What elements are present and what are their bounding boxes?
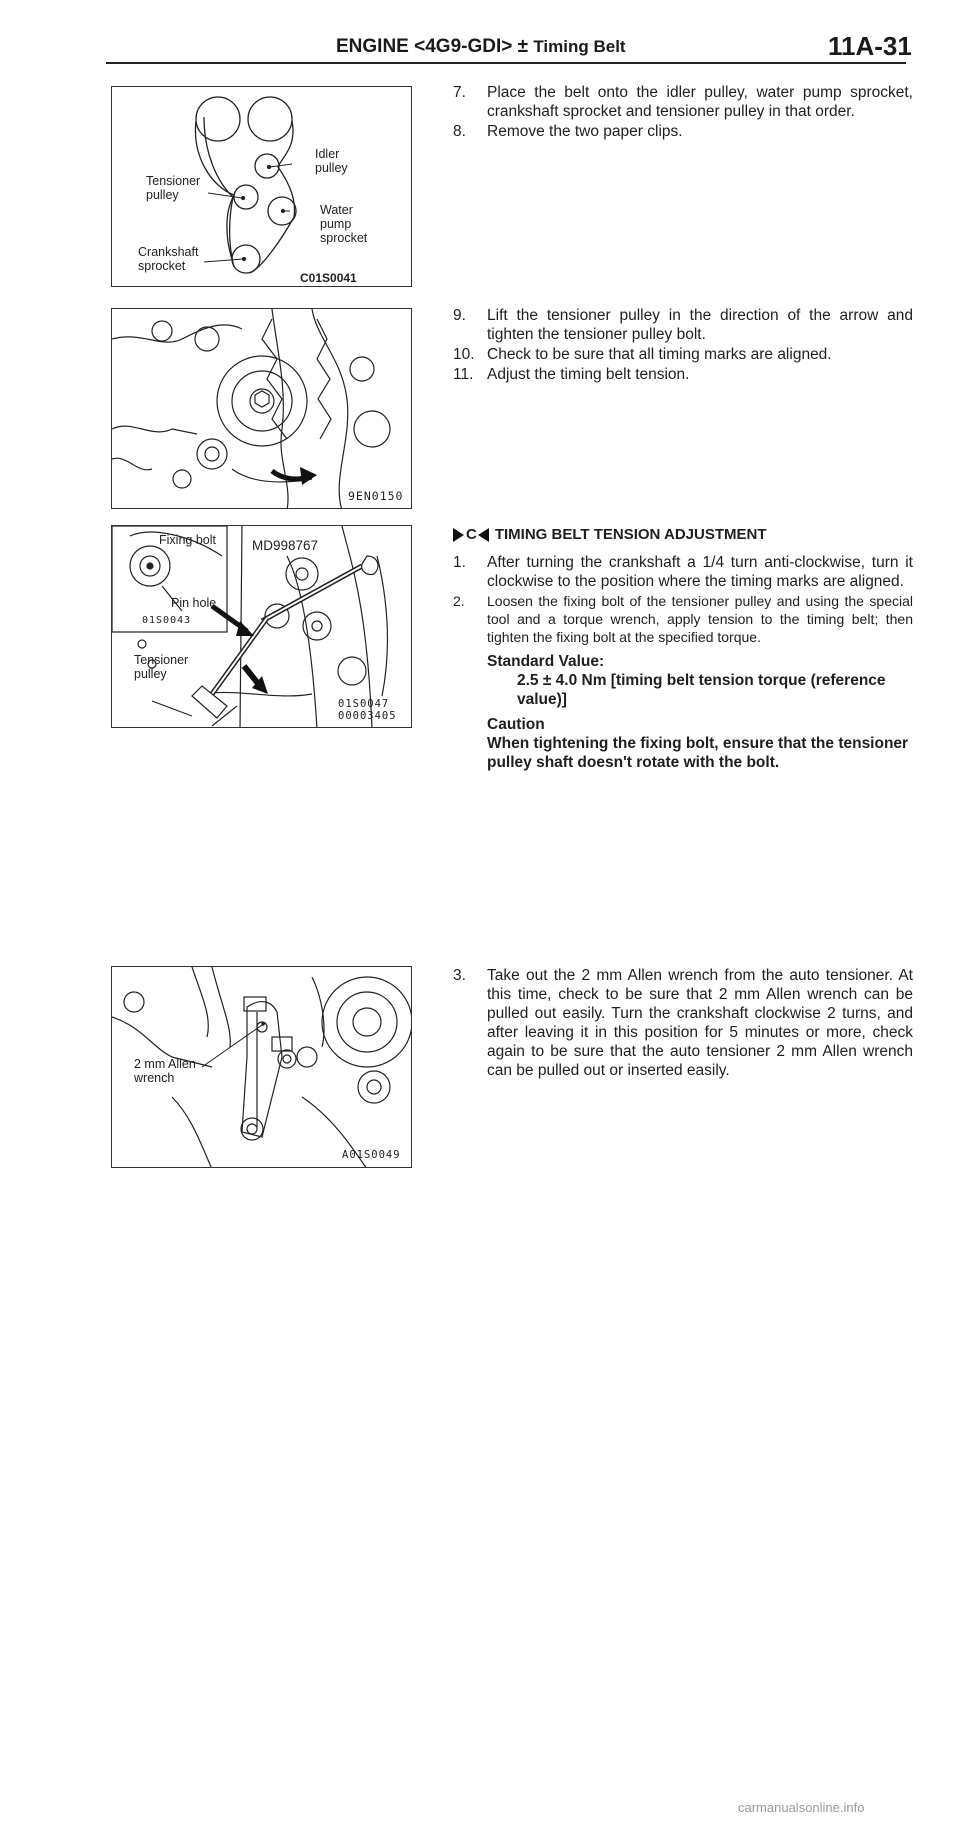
step-text: Loosen the fixing bolt of the tensioner pulley and using the special tool and a torque wrench, apply tension to the timing belt; then tighten the fixing bolt at the specified torque. [487,593,913,645]
step-7 [453,83,913,121]
label-pin-hole: Pin hole [171,596,217,610]
adjust-step-1 [453,553,913,591]
step-8 [453,122,913,141]
label-water-pump-sprocket: Water pump sprocket [320,203,368,245]
label-tensioner-pulley: Tensioner pulley [134,653,189,681]
marker-left-triangle-icon [478,528,489,542]
label-tensioner-pulley: Tensioner pulley [146,174,201,202]
section-heading [453,525,913,544]
standard-value-text: 2.5 ± 4.0 Nm [timing belt tension torque (reference value)] [517,672,886,708]
step-number: 9. [453,307,466,324]
step-number: 11. [453,366,474,383]
step-text: Take out the 2 mm Allen wrench from the auto tensioner. At this time, check to be sure that 2 mm Allen wrench can be pulled out easily. Turn the crankshaft clockwise 2 turns, and after leaving it in this position for 5 minutes or more, check again to be sure that the auto tensioner 2 mm Allen wrench can be pulled out or inserted easily. [487,967,913,1079]
standard-value [453,652,913,709]
section-tension-adjustment [453,525,913,772]
caution-text: When tightening the fixing bolt, ensure that the tensioner pulley shaft doesn't rotate with the bolt. [487,735,909,771]
watermark: carmanualsonline.info [738,1800,865,1815]
label-special-tool: MD998767 [252,538,319,553]
figure-tensioner-lift [111,308,412,509]
header-subtitle: Timing Belt [533,37,626,56]
figure-code: 9EN0150 [348,489,404,503]
inset-code: 01S0043 [142,615,192,626]
figure-code-2: 00003405 [338,710,397,722]
figure-code-1: 01S0047 [338,698,390,710]
step-text: Adjust the timing belt tension. [487,366,690,383]
step-number: 3. [453,967,466,984]
step-number: 1. [453,554,466,571]
header-rule [106,62,906,64]
step-text: After turning the crankshaft a 1/4 turn anti-clockwise, turn it clockwise to the position where the timing marks are aligned. [487,554,913,590]
section-marker: C [466,526,477,543]
page-header [0,0,960,62]
step-number: 8. [453,123,466,140]
figure-tension-adjustment [111,525,412,728]
header-title-main: ENGINE <4G9-GDI> ± [336,36,529,57]
adjust-step-2 [453,592,913,646]
figure-allen-wrench [111,966,412,1168]
step-text: Check to be sure that all timing marks are aligned. [487,346,832,363]
label-idler-pulley: Idler pulley [315,147,348,175]
step-11 [453,365,913,384]
standard-value-label: Standard Value: [487,653,605,670]
section-steps-7-8 [453,83,913,142]
tensioner-lift-drawing [112,309,412,509]
section-heading-text: TIMING BELT TENSION ADJUSTMENT [494,526,767,543]
label-fixing-bolt: Fixing bolt [159,533,216,547]
step-10 [453,345,913,364]
step-text: Lift the tensioner pulley in the direction of the arrow and tighten the tensioner pulley bolt. [487,307,913,343]
step-3 [453,966,913,1080]
figure-belt-routing [111,86,412,287]
step-number: 2. [453,593,465,609]
step-text: Place the belt onto the idler pulley, water pump sprocket, crankshaft sprocket and tensioner pulley in that order. [487,84,913,120]
step-text: Remove the two paper clips. [487,123,683,140]
marker-right-triangle-icon [453,528,464,542]
figure-code: A01S0049 [342,1149,401,1161]
section-step-3 [453,966,913,1081]
section-steps-9-11 [453,306,913,385]
step-number: 10. [453,346,475,363]
caution-block [453,715,913,772]
step-number: 7. [453,84,466,101]
header-title [336,36,626,58]
caution-label: Caution [487,716,545,733]
label-crankshaft-sprocket: Crankshaft sprocket [138,245,199,273]
step-9 [453,306,913,344]
figure-code: C01S0041 [300,271,357,285]
label-allen-wrench: 2 mm Allen wrench [134,1057,196,1085]
page-code: 11A-31 [828,31,912,61]
